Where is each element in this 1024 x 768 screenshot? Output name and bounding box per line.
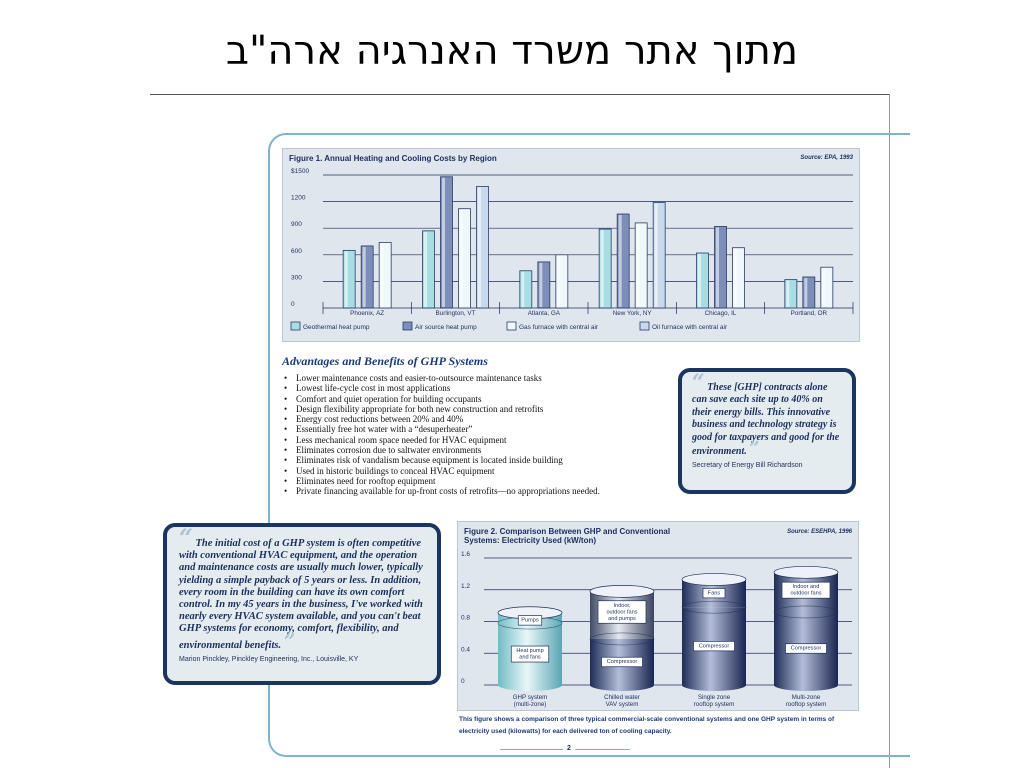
quote-pinckley-box [163, 523, 441, 685]
bar-highlight [345, 251, 348, 307]
segment-label: Compressor [790, 645, 822, 652]
list-item: • Less mechanical room space needed for HVAC equipment [282, 435, 672, 445]
x-tick-label: VAV system [605, 701, 639, 708]
legend-swatch [640, 322, 649, 330]
quote-secretary-text: These [GHP] contracts alone can save each site up to 40% on their energy bills. This innovative business and technology strategy is good for taxpayers and good for the environment. [692, 382, 840, 458]
close-quote-icon: ” [283, 628, 296, 653]
segment-label: Indoor, [613, 602, 631, 609]
bar-highlight [698, 254, 701, 307]
figure2-source: Source: ESEHPA, 1996 [787, 529, 852, 535]
y-tick-label: 300 [291, 274, 302, 282]
list-item: • Lowest life-cycle cost in most applications [282, 383, 672, 393]
figure1-panel [282, 148, 860, 342]
list-item: • Eliminates corrosion due to saltwater environments [282, 445, 672, 455]
bar-highlight [521, 272, 524, 307]
list-item: • Energy cost reductions between 20% and 40% [282, 414, 672, 424]
list-item: • Lower maintenance costs and easier-to-outsource maintenance tasks [282, 373, 672, 383]
title-divider [150, 94, 890, 95]
bar-highlight [381, 243, 384, 307]
x-tick-label: Multi-zone [791, 694, 821, 701]
cylinder-base [498, 679, 562, 691]
bar-highlight [619, 215, 622, 307]
figure2-panel [457, 521, 859, 711]
y-tick-label: 1200 [291, 194, 306, 202]
figure2-title-line1: Figure 2. Comparison Between GHP and Conventional [464, 527, 671, 536]
bar-highlight [822, 268, 825, 307]
y-tick-label: $1500 [291, 168, 310, 175]
advantages-section [282, 352, 672, 497]
bar-highlight [442, 178, 445, 307]
segment-label: Fans [707, 590, 721, 597]
y-tick-label: 0 [461, 678, 465, 685]
x-tick-label: Phoenix, AZ [350, 310, 385, 317]
open-quote-icon: “ [179, 523, 193, 552]
bar-highlight [601, 230, 604, 307]
cylinder-top [682, 573, 746, 585]
x-tick-label: Portland, OR [790, 310, 828, 317]
bar-highlight [460, 210, 463, 307]
legend-label: Air source heat pump [415, 324, 477, 331]
bar-highlight [363, 247, 366, 307]
x-tick-label: Single zone [697, 694, 731, 701]
list-item: • Comfort and quiet operation for building occupants [282, 394, 672, 404]
open-quote-icon: “ [692, 370, 705, 396]
x-tick-label: Chicago, IL [704, 310, 737, 317]
x-tick-label: Atlanta, GA [527, 310, 560, 317]
figure2-title-line2: Systems: Electricity Used (kW/ton) [464, 536, 597, 545]
cylinder-base [682, 679, 746, 691]
list-item: • Essentially free hot water with a “desuperheater” [282, 424, 672, 434]
bar-highlight [478, 188, 481, 307]
cylinder-top [590, 585, 654, 597]
list-item: • Eliminates need for rooftop equipment [282, 476, 672, 486]
segment-label: Indoor and [792, 584, 820, 591]
quote-pinckley-body [179, 523, 427, 653]
legend-label: Oil furnace with central air [652, 324, 728, 331]
segment-label: Compressor [606, 659, 638, 666]
x-tick-label: (multi-zone) [513, 701, 547, 708]
bar-highlight [734, 249, 737, 307]
quote-pinckley-attribution: Marion Pinckley, Pinckley Engineering, Inc., Louisville, KY [179, 655, 359, 663]
bar-highlight [637, 224, 640, 307]
bar-highlight [539, 263, 542, 307]
bar-highlight [786, 281, 789, 307]
legend-swatch [291, 322, 300, 330]
segment-label: and fans [519, 654, 541, 661]
bar-highlight [716, 227, 719, 307]
list-item: • Private financing available for up-front costs of retrofits—no appropriations needed. [282, 486, 672, 496]
advantages-heading: Advantages and Benefits of GHP Systems [282, 354, 488, 368]
legend-label: Geothermal heat pump [303, 324, 370, 331]
figure1-source: Source: EPA, 1993 [800, 155, 853, 161]
y-tick-label: 1.2 [461, 582, 471, 590]
figure2-caption: This figure shows a comparison of three typical commercial-scale conventional systems and one GHP system in terms of electricity used (kilowatts) for each delivered ton of cooling capacity. [459, 716, 835, 735]
quote-pinckley-text: The initial cost of a GHP system is often competitive with conventional HVAC equipment, and the operation and maintenance costs are usually much lower, typically yielding a simple payback of 5 years or less. In addition, every room in the building can have its own comfort control. In my 45 years in the business, I've worked with nearly every HVAC system available, and you can't beat GHP systems for economy, comfort, flexibility, and environmental benefits. [179, 538, 423, 651]
list-item: • Eliminates risk of vandalism because equipment is located inside building [282, 455, 672, 465]
figure2-chart [458, 522, 858, 710]
x-tick-label: rooftop system [693, 701, 735, 708]
close-quote-icon: ” [749, 438, 760, 460]
bar-highlight [424, 232, 427, 307]
quote-secretary-box [678, 368, 856, 494]
slide-title: מתוך אתר משרד האנרגיה ארה"ב [225, 28, 799, 74]
y-tick-label: 1.6 [461, 551, 471, 558]
quote-secretary-body [692, 370, 844, 460]
cylinder-top [774, 566, 838, 578]
quote-secretary-attribution: Secretary of Energy Bill Richardson [692, 462, 803, 470]
bar-highlight [655, 203, 658, 307]
segment-label: and pumps [608, 615, 636, 622]
segment-label: outdoor fans [606, 609, 638, 616]
x-tick-label: GHP system [512, 694, 548, 701]
x-tick-label: Chilled water [604, 694, 640, 701]
y-tick-label: 0.4 [461, 646, 471, 654]
bar-highlight [804, 278, 807, 307]
figure1-title: Figure 1. Annual Heating and Cooling Costs by Region [289, 154, 497, 163]
list-item: • Design flexibility appropriate for both new construction and retrofits [282, 404, 672, 414]
legend-swatch [403, 322, 412, 330]
y-tick-label: 600 [291, 247, 302, 255]
legend-label: Gas furnace with central air [519, 324, 599, 331]
cylinder-base [774, 679, 838, 691]
segment-label: Heat pump [516, 648, 544, 655]
segment-label: outdoor fans [790, 590, 822, 597]
legend-swatch [507, 322, 516, 330]
list-item: • Used in historic buildings to conceal HVAC equipment [282, 466, 672, 476]
x-tick-label: rooftop system [785, 701, 827, 708]
x-tick-label: New York, NY [612, 310, 652, 317]
advantages-list [282, 373, 672, 497]
y-tick-label: 0.8 [461, 614, 471, 622]
x-tick-label: Burlington, VT [435, 310, 476, 317]
figure1-chart [283, 149, 859, 341]
segment-label: Compressor [698, 643, 730, 650]
y-tick-label: 900 [291, 221, 302, 229]
y-tick-label: 0 [291, 301, 295, 308]
segment-label: Pumps [521, 617, 539, 624]
bar-highlight [557, 256, 560, 307]
cylinder-base [590, 679, 654, 691]
page-number: 2 [563, 745, 575, 752]
